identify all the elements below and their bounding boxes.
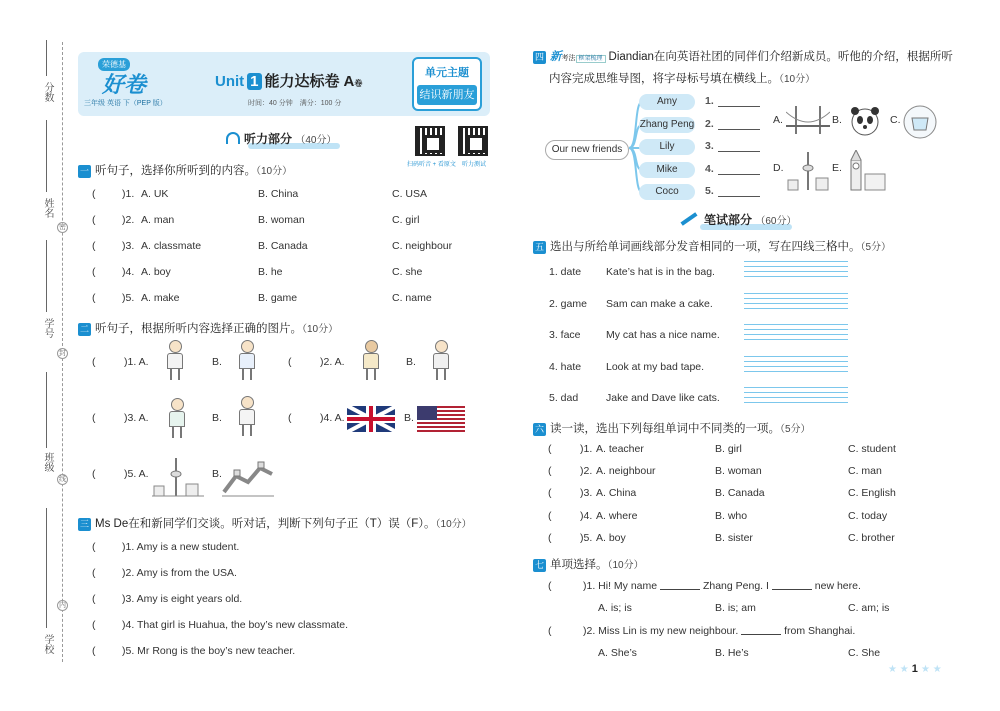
unit-number: 1 <box>247 73 261 90</box>
answer-paren[interactable]: ( <box>288 412 292 424</box>
logo-brand: 好卷 <box>102 72 147 98</box>
given-word: 4. hate <box>549 360 582 373</box>
option-b: B. is; am <box>715 602 756 614</box>
given-word: 3. face <box>549 329 581 341</box>
question-number: )5. <box>580 531 593 544</box>
pic-option-label: )5. A. <box>124 468 149 480</box>
uk-flag-picture <box>347 406 395 432</box>
field-number: 学号 <box>42 318 53 338</box>
four-line-grid[interactable] <box>744 356 848 372</box>
unit-word: Unit <box>215 73 245 90</box>
option-c: C. girl <box>392 214 420 226</box>
picture-letter: D. <box>773 162 784 174</box>
qr-label: 听力测试 <box>462 162 487 168</box>
girl-picture <box>166 398 188 438</box>
option-b: B. China <box>258 188 299 200</box>
four-line-grid[interactable] <box>744 293 848 309</box>
logo-badge: 荣德基 <box>98 58 130 71</box>
class-line[interactable] <box>46 372 47 448</box>
usa-flag-picture <box>417 406 465 432</box>
theme-value: 结识新朋友 <box>417 85 477 105</box>
answer-paren[interactable]: ( <box>548 465 552 478</box>
sentence: Kate’s hat is in the bag. <box>606 266 715 278</box>
qr-code-icon[interactable] <box>458 126 488 156</box>
answer-paren[interactable]: ( <box>92 356 96 368</box>
option-c: C. man <box>848 465 882 478</box>
answer-paren[interactable]: ( <box>548 443 552 455</box>
option-c: C. today <box>848 509 888 522</box>
part6-heading: 六 读一读，选出下列每组单词中不同类的一项。（5分） <box>534 423 811 435</box>
title-cn: 能力达标卷 <box>264 73 340 90</box>
option-b: B. he <box>258 266 283 278</box>
mindmap-center: Our new friends <box>545 140 629 160</box>
answer-paren[interactable]: ( <box>548 625 552 637</box>
statement-row: )5. Mr Rong is the boy’s new teacher. <box>122 645 296 657</box>
option-a: A. She’s <box>598 647 637 659</box>
answer-paren[interactable]: ( <box>92 619 96 631</box>
part7-heading: 七 单项选择。（10分） <box>534 559 644 571</box>
sentence: My cat has a nice name. <box>606 329 720 341</box>
answer-paren[interactable]: ( <box>288 356 292 368</box>
answer-paren[interactable]: ( <box>92 214 96 226</box>
option-b: B. game <box>258 292 298 304</box>
man-picture <box>430 340 452 380</box>
given-word: 1. date <box>549 266 582 278</box>
option-b: B. He’s <box>715 647 749 659</box>
option-a: A. neighbour <box>596 465 656 478</box>
sentence: Sam can make a cake. <box>606 297 713 310</box>
option-a: A. classmate <box>141 240 202 252</box>
option-a: A. man <box>141 214 175 226</box>
field-score: 分数 <box>42 82 53 102</box>
page-footer <box>888 663 942 675</box>
question-number: )4. <box>580 509 593 522</box>
answer-paren[interactable]: ( <box>548 531 552 544</box>
blank-number: 5. <box>705 185 714 197</box>
option-b: B. who <box>715 509 748 522</box>
sentence: Jake and Dave like cats. <box>606 392 720 404</box>
answer-paren[interactable]: ( <box>548 509 552 522</box>
pic-option-label: B. <box>406 356 416 368</box>
answer-paren[interactable]: ( <box>92 541 96 553</box>
picture-letter: B. <box>832 114 842 126</box>
answer-blank[interactable] <box>718 106 760 107</box>
option-a: A. make <box>141 292 180 304</box>
option-b: B. Canada <box>715 487 765 500</box>
option-a: A. is; is <box>598 602 632 614</box>
option-b: B. girl <box>715 443 742 455</box>
woman-picture <box>360 340 382 380</box>
question-number: )3. <box>122 240 135 252</box>
star-decoration: ★ ★ <box>888 664 909 675</box>
part3-heading: 三 Ms De在和新同学们交谈。听对话，判断下列句子正（T）误（F）。（10分） <box>79 518 472 530</box>
seal-circle: 封 <box>59 350 66 357</box>
answer-blank[interactable] <box>741 625 781 635</box>
answer-blank[interactable] <box>660 580 700 590</box>
blank-number: 4. <box>705 162 714 175</box>
pic-option-label: B. <box>212 412 222 424</box>
part1-heading: 一 听句子，选择你所听到的内容。（10分） <box>79 165 293 177</box>
mindmap-node: Coco <box>639 184 695 200</box>
mindmap-node: Zhang Peng <box>639 117 695 133</box>
binding-margin <box>0 0 68 711</box>
four-line-grid[interactable] <box>744 261 848 277</box>
star-decoration: ★ ★ <box>920 664 942 675</box>
answer-blank[interactable] <box>718 196 760 197</box>
qr-label: 扫码听音 + 看原文 <box>407 162 456 168</box>
option-c: C. brother <box>848 531 895 544</box>
mindmap-node: Amy <box>639 94 695 110</box>
option-a: A. where <box>596 509 638 522</box>
pic-option-label: )3. A. <box>124 412 149 424</box>
option-b: B. woman <box>715 465 762 478</box>
question-row: )1. Hi! My name Zhang Peng. I new here. <box>583 580 861 592</box>
name-line[interactable] <box>46 120 47 192</box>
golden-gate-bridge-picture <box>786 104 830 138</box>
answer-blank[interactable] <box>772 580 812 590</box>
blank-number: 1. <box>705 95 714 107</box>
pic-option-label: B. <box>212 356 222 368</box>
answer-paren[interactable]: ( <box>92 468 96 480</box>
pic-option-label: )2. A. <box>320 356 345 368</box>
option-a: A. teacher <box>596 443 644 455</box>
statement-row: )4. That girl is Huahua, the boy’s new classmate. <box>122 619 349 631</box>
part4-heading-line2: 内容完成思维导图，将字母标号填在横线上。（10分） <box>549 73 816 85</box>
boy-picture <box>236 396 258 436</box>
mindmap-node: Mike <box>639 162 695 178</box>
option-a: A. boy <box>596 531 626 544</box>
four-line-grid[interactable] <box>744 387 848 403</box>
option-c: C. She <box>848 647 881 659</box>
cn-tower-picture <box>152 456 204 498</box>
writing-section-title: 笔试部分 （60分） <box>680 211 796 228</box>
pic-option-label: B. <box>404 412 414 424</box>
qr-code-icon[interactable] <box>415 126 445 156</box>
exam-header <box>78 52 490 116</box>
unit-theme-box <box>412 57 482 111</box>
answer-paren[interactable]: ( <box>92 412 96 424</box>
question-number: )1. <box>580 443 593 455</box>
option-c: C. English <box>848 487 896 500</box>
given-word: 2. game <box>549 297 587 310</box>
answer-blank[interactable] <box>718 129 760 130</box>
answer-paren[interactable]: ( <box>92 593 96 605</box>
exam-title <box>215 70 362 91</box>
option-b: B. sister <box>715 531 753 544</box>
statement-row: )2. Amy is from the USA. <box>122 567 237 579</box>
field-school: 学校 <box>42 634 53 654</box>
seal-circle: 内 <box>59 602 66 609</box>
option-a: A. UK <box>141 188 169 200</box>
blank-number: 2. <box>705 117 714 130</box>
sentence: Look at my bad tape. <box>606 360 705 373</box>
page-number: 1 <box>911 663 918 675</box>
option-b: B. Canada <box>258 240 308 252</box>
answer-paren[interactable]: ( <box>92 240 96 252</box>
question-number: )5. <box>122 292 135 304</box>
answer-paren[interactable]: ( <box>92 645 96 657</box>
answer-paren[interactable]: ( <box>92 292 96 304</box>
teacher-picture <box>164 340 186 380</box>
given-word: 5. dad <box>549 392 579 404</box>
option-b: B. woman <box>258 214 305 226</box>
option-c: C. am; is <box>848 602 890 614</box>
headphones-icon <box>226 132 240 144</box>
answer-paren[interactable]: ( <box>548 487 552 500</box>
paper-level: A卷 <box>343 73 363 90</box>
statement-row: )1. Amy is a new student. <box>122 541 240 553</box>
option-c: C. student <box>848 443 896 455</box>
part4-heading: 四 新考法 框架梳理 Diandian在向英语社团的同伴们介绍新成员。听他的介绍，根据所听 <box>534 51 953 63</box>
theme-label: 单元主题 <box>425 67 469 79</box>
girl-picture <box>236 340 258 380</box>
blank-number: 3. <box>705 140 714 152</box>
answer-paren[interactable]: ( <box>92 567 96 579</box>
score-line[interactable] <box>46 40 47 76</box>
pencil-icon <box>680 212 697 226</box>
option-c: C. name <box>392 292 432 304</box>
question-number: )3. <box>580 487 593 500</box>
option-a: A. China <box>596 487 637 500</box>
four-line-grid[interactable] <box>744 324 848 340</box>
picture-letter: A. <box>773 114 783 126</box>
teacup-picture <box>900 104 940 140</box>
listening-section-title: 听力部分 （40分） <box>226 130 336 147</box>
question-number: )2. <box>122 214 135 226</box>
number-line[interactable] <box>46 240 47 312</box>
picture-letter: E. <box>832 162 842 174</box>
question-row: )2. Miss Lin is my new neighbour. from Shanghai. <box>583 625 856 637</box>
picture-letter: C. <box>890 114 901 126</box>
option-a: A. boy <box>141 266 171 278</box>
answer-paren[interactable]: ( <box>92 188 96 200</box>
part2-heading: 二 听句子，根据所听内容选择正确的图片。（10分） <box>79 323 339 335</box>
panda-picture <box>843 104 887 138</box>
field-name: 姓名 <box>42 198 53 218</box>
question-number: )1. <box>122 188 135 200</box>
mindmap-node: Lily <box>639 139 695 155</box>
option-c: C. USA <box>392 188 428 200</box>
seal-circle: 线 <box>59 476 66 483</box>
answer-blank[interactable] <box>718 174 760 175</box>
great-wall-picture <box>222 456 274 498</box>
answer-blank[interactable] <box>718 151 760 152</box>
seal-circle: 密 <box>59 224 66 231</box>
part5-heading: 五 选出与所给单词画线部分发音相同的一项，写在四线三格中。（5分） <box>534 241 892 253</box>
pic-option-label: )4. A. <box>320 412 345 424</box>
logo-subtitle: 三年级 英语 下（PEP 版） <box>84 100 167 107</box>
school-line[interactable] <box>46 508 47 628</box>
question-number: )4. <box>122 266 135 278</box>
cn-tower-picture <box>786 150 830 194</box>
statement-row: )3. Amy is eight years old. <box>122 593 243 605</box>
pic-option-label: )1. A. <box>124 356 149 368</box>
option-c: C. she <box>392 266 423 278</box>
exam-meta: 时间：40 分钟 满分：100 分 <box>248 100 342 107</box>
brand-logo <box>84 58 168 110</box>
answer-paren[interactable]: ( <box>92 266 96 278</box>
question-number: )2. <box>580 465 593 478</box>
option-c: C. neighbour <box>392 240 453 252</box>
pic-option-label: B. <box>212 468 222 480</box>
field-class: 班级 <box>42 452 53 472</box>
answer-paren[interactable]: ( <box>548 580 552 592</box>
big-ben-picture <box>843 150 887 194</box>
